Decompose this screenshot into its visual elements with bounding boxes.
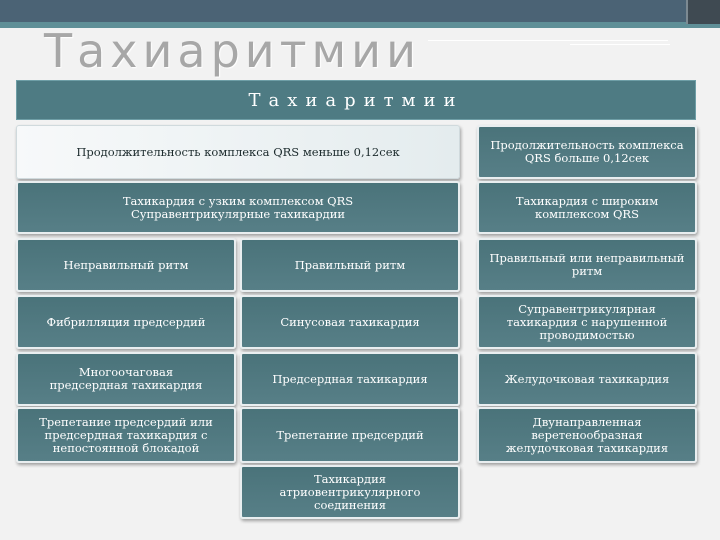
av-nodal-tachy-box: Тахикардия атриовентрикулярного соединения [240, 465, 460, 519]
regular-rhythm-box: Правильный ритм [240, 238, 460, 292]
wide-qrs-criterion-box: Продолжительность комплекса QRS больше 0,12сек [477, 125, 697, 179]
title-decor-line [428, 40, 668, 41]
svt-aberrant-box: Суправентрикулярная тахикардия с нарушенной проводимостью [477, 295, 697, 349]
torsades-box: Двунаправленная веретенообразная желудочковая тахикардия [477, 407, 697, 463]
atrial-flutter-box: Трепетание предсердий [240, 407, 460, 463]
irregular-rhythm-box: Неправильный ритм [16, 238, 236, 292]
regular-or-irregular-rhythm-box: Правильный или неправильный ритм [477, 238, 697, 292]
multifocal-atrial-tachy-box: Многоочаговая предсердная тахикардия [16, 352, 236, 406]
atrial-tachycardia-box: Предсердная тахикардия [240, 352, 460, 406]
flutter-variable-block-box: Трепетание предсердий или предсердная тахикардия с непостоянной блокадой [16, 407, 236, 463]
title-decor-line-short [570, 44, 670, 45]
slide-title: Тахиаритмии [44, 24, 421, 78]
top-decor-bar [0, 0, 720, 22]
narrow-qrs-criterion-box: Продолжительность комплекса QRS меньше 0,12сек [16, 125, 460, 179]
atrial-fibrillation-box: Фибрилляция предсердий [16, 295, 236, 349]
narrow-complex-tachy-box: Тахикардия с узким комплексом QRS Суправентрикулярные тахикардии [16, 181, 460, 234]
wide-complex-tachy-box: Тахикардия с широким комплексом QRS [477, 181, 697, 234]
ventricular-tachycardia-box: Желудочковая тахикардия [477, 352, 697, 406]
diagram-header: Тахиаритмии [16, 80, 696, 120]
sinus-tachycardia-box: Синусовая тахикардия [240, 295, 460, 349]
corner-decor [686, 0, 720, 24]
